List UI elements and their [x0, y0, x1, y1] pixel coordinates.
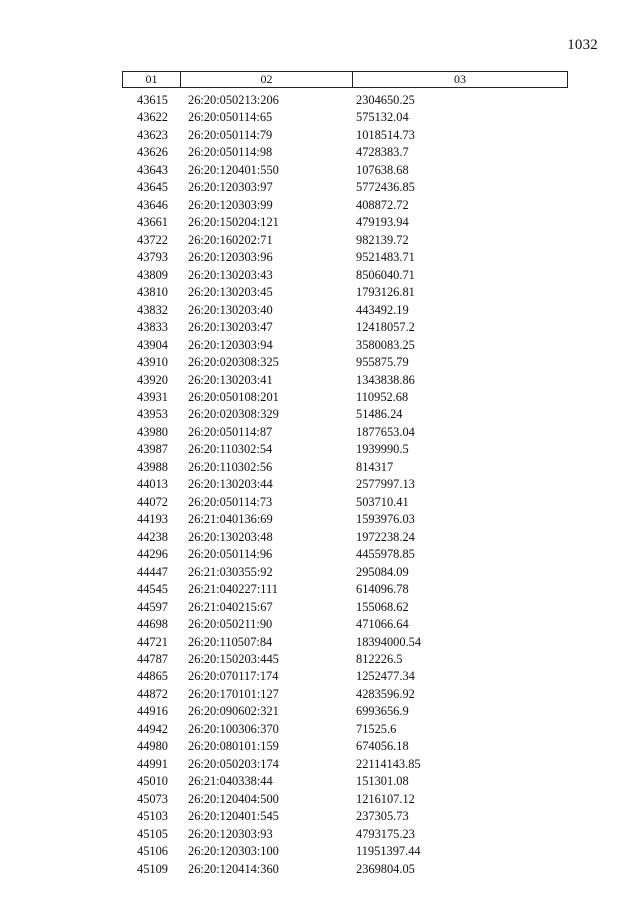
cadastral-number-cell: 26:20:050114:79 — [188, 127, 273, 142]
value-cell: 1593976.03 — [356, 512, 415, 527]
table-row — [122, 424, 568, 441]
row-number-cell: 44991 — [137, 756, 168, 771]
row-number-cell: 44238 — [137, 529, 168, 544]
row-number-cell: 45106 — [137, 844, 168, 859]
table-row — [122, 634, 568, 651]
cadastral-number-cell: 26:20:160202:71 — [188, 232, 273, 247]
cadastral-number-cell: 26:21:040338:44 — [188, 774, 273, 789]
row-number-cell: 43810 — [137, 285, 168, 300]
row-number-cell: 43987 — [137, 442, 168, 457]
value-cell: 674056.18 — [356, 739, 409, 754]
value-cell: 1018514.73 — [356, 127, 415, 142]
table-row — [122, 756, 568, 773]
table-row — [122, 721, 568, 738]
cadastral-number-cell: 26:20:120303:93 — [188, 826, 273, 841]
table-row — [122, 319, 568, 336]
table-row — [122, 529, 568, 546]
value-cell: 110952.68 — [356, 389, 409, 404]
cadastral-number-cell: 26:20:130203:45 — [188, 285, 273, 300]
value-cell: 12418057.2 — [356, 320, 415, 335]
row-number-cell: 43793 — [137, 250, 168, 265]
row-number-cell: 43809 — [137, 267, 168, 282]
table-row — [122, 738, 568, 755]
cadastral-number-cell: 26:21:040136:69 — [188, 512, 273, 527]
table-row — [122, 861, 568, 878]
table-row — [122, 494, 568, 511]
value-cell: 1877653.04 — [356, 424, 415, 439]
table-row — [122, 808, 568, 825]
cadastral-number-cell: 26:20:100306:370 — [188, 721, 279, 736]
cadastral-number-cell: 26:20:170101:127 — [188, 686, 279, 701]
table-row — [122, 651, 568, 668]
value-cell: 155068.62 — [356, 599, 409, 614]
cadastral-number-cell: 26:20:120303:100 — [188, 844, 279, 859]
cadastral-number-cell: 26:20:050203:174 — [188, 756, 279, 771]
value-cell: 4455978.85 — [356, 547, 415, 562]
value-cell: 6993656.9 — [356, 704, 409, 719]
value-cell: 503710.41 — [356, 494, 409, 509]
row-number-cell: 45010 — [137, 774, 168, 789]
cadastral-number-cell: 26:20:050114:65 — [188, 110, 273, 125]
cadastral-number-cell: 26:20:130203:43 — [188, 267, 273, 282]
row-number-cell: 43643 — [137, 162, 168, 177]
cadastral-number-cell: 26:20:110302:56 — [188, 459, 273, 474]
table-row — [122, 284, 568, 301]
value-cell: 814317 — [356, 459, 394, 474]
row-number-cell: 43722 — [137, 232, 168, 247]
row-number-cell: 44872 — [137, 686, 168, 701]
cadastral-number-cell: 26:20:020308:325 — [188, 355, 279, 370]
row-number-cell: 43661 — [137, 215, 168, 230]
cadastral-number-cell: 26:20:120401:550 — [188, 162, 279, 177]
value-cell: 955875.79 — [356, 355, 409, 370]
value-cell: 1252477.34 — [356, 669, 415, 684]
row-number-cell: 43645 — [137, 180, 168, 195]
table-row — [122, 267, 568, 284]
cadastral-number-cell: 26:20:150203:445 — [188, 652, 279, 666]
table-row — [122, 686, 568, 703]
value-cell: 22114143.85 — [356, 756, 421, 771]
cadastral-number-cell: 26:20:120303:96 — [188, 250, 273, 265]
value-cell: 1343838.86 — [356, 372, 415, 387]
cadastral-number-cell: 26:20:050114:87 — [188, 424, 273, 439]
row-number-cell: 44296 — [137, 547, 168, 562]
value-cell: 8506040.71 — [356, 267, 415, 282]
value-cell: 2369804.05 — [356, 861, 415, 876]
table-row — [122, 459, 568, 476]
table-row — [122, 337, 568, 354]
cadastral-number-cell: 26:20:050114:73 — [188, 494, 273, 509]
table-row — [122, 197, 568, 214]
table-header — [122, 71, 568, 88]
table-row — [122, 616, 568, 633]
value-cell: 3580083.25 — [356, 337, 415, 352]
table-row — [122, 791, 568, 808]
table-row — [122, 703, 568, 720]
cadastral-number-cell: 26:20:050211:90 — [188, 617, 273, 632]
table-row — [122, 109, 568, 126]
cadastral-number-cell: 26:21:030355:92 — [188, 564, 273, 579]
row-number-cell: 44698 — [137, 617, 168, 632]
row-number-cell: 45073 — [137, 791, 168, 806]
table-row — [122, 389, 568, 406]
row-number-cell: 45103 — [137, 809, 168, 824]
value-cell: 71525.6 — [356, 721, 397, 736]
value-cell: 4728383.7 — [356, 145, 409, 160]
table-row — [122, 441, 568, 458]
table-row — [122, 214, 568, 231]
table-row — [122, 249, 568, 266]
table-row — [122, 511, 568, 528]
table-row — [122, 179, 568, 196]
table-row — [122, 406, 568, 423]
value-cell: 4793175.23 — [356, 826, 415, 841]
cadastral-number-cell: 26:20:050114:98 — [188, 145, 273, 160]
cadastral-number-cell: 26:20:120303:94 — [188, 337, 273, 352]
table-row — [122, 162, 568, 179]
table-row — [122, 144, 568, 161]
row-number-cell: 43910 — [137, 355, 168, 370]
row-number-cell: 44942 — [137, 721, 168, 736]
value-cell: 295084.09 — [356, 564, 409, 579]
cadastral-number-cell: 26:20:070117:174 — [188, 669, 279, 684]
table-row — [122, 546, 568, 563]
value-cell: 614096.78 — [356, 582, 409, 597]
cadastral-number-cell: 26:20:150204:121 — [188, 215, 279, 230]
value-cell: 11951397.44 — [356, 844, 421, 859]
column-header-01: 01 — [123, 72, 181, 87]
table-row — [122, 302, 568, 319]
value-cell: 4283596.92 — [356, 686, 415, 701]
value-cell: 237305.73 — [356, 809, 409, 824]
row-number-cell: 44721 — [137, 634, 168, 649]
value-cell: 51486.24 — [356, 407, 403, 422]
row-number-cell: 44072 — [137, 494, 168, 509]
cadastral-number-cell: 26:20:130203:41 — [188, 372, 273, 387]
row-number-cell: 43623 — [137, 127, 168, 142]
row-number-cell: 44787 — [137, 652, 168, 666]
row-number-cell: 43931 — [137, 389, 168, 404]
value-cell: 18394000.54 — [356, 634, 422, 649]
value-cell: 575132.04 — [356, 110, 409, 125]
cadastral-number-cell: 26:20:050108:201 — [188, 389, 279, 404]
cadastral-number-cell: 26:20:020308:329 — [188, 407, 279, 422]
row-number-cell: 44447 — [137, 564, 168, 579]
value-cell: 1972238.24 — [356, 529, 415, 544]
table-row — [122, 668, 568, 685]
value-cell: 443492.19 — [356, 302, 409, 317]
table-row — [122, 354, 568, 371]
row-number-cell: 44545 — [137, 582, 168, 597]
cadastral-number-cell: 26:20:120401:545 — [188, 809, 279, 824]
table-row — [122, 92, 568, 109]
value-cell: 408872.72 — [356, 197, 409, 212]
table-row — [122, 843, 568, 860]
cadastral-number-cell: 26:20:050114:96 — [188, 547, 273, 562]
cadastral-number-cell: 26:20:120414:360 — [188, 861, 279, 876]
cadastral-number-cell: 26:20:120303:97 — [188, 180, 273, 195]
row-number-cell: 44193 — [137, 512, 168, 527]
cadastral-number-cell: 26:20:090602:321 — [188, 704, 279, 719]
value-cell: 2577997.13 — [356, 477, 415, 492]
cadastral-number-cell: 26:21:040227:111 — [188, 582, 278, 597]
row-number-cell: 43988 — [137, 459, 168, 474]
value-cell: 1939990.5 — [356, 442, 409, 457]
row-number-cell: 43626 — [137, 145, 168, 160]
column-header-02: 02 — [181, 72, 353, 87]
value-cell: 812226.5 — [356, 652, 403, 666]
value-cell: 107638.68 — [356, 162, 409, 177]
cadastral-number-cell: 26:21:040215:67 — [188, 599, 273, 614]
table-row — [122, 372, 568, 389]
value-cell: 1216107.12 — [356, 791, 415, 806]
row-number-cell: 43615 — [137, 93, 168, 107]
row-number-cell: 44013 — [137, 477, 168, 492]
value-cell: 2304650.25 — [356, 93, 415, 107]
table-row — [122, 581, 568, 598]
row-number-cell: 43833 — [137, 320, 168, 335]
value-cell: 1793126.81 — [356, 285, 415, 300]
cadastral-number-cell: 26:20:110302:54 — [188, 442, 273, 457]
row-number-cell: 45109 — [137, 861, 168, 876]
table-row — [122, 826, 568, 843]
cadastral-number-cell: 26:20:130203:44 — [188, 477, 273, 492]
row-number-cell: 45105 — [137, 826, 168, 841]
row-number-cell: 43646 — [137, 197, 168, 212]
value-cell: 151301.08 — [356, 774, 409, 789]
table-row — [122, 127, 568, 144]
row-number-cell: 44980 — [137, 739, 168, 754]
value-cell: 982139.72 — [356, 232, 409, 247]
row-number-cell: 43920 — [137, 372, 168, 387]
table-row — [122, 476, 568, 493]
cadastral-number-cell: 26:20:120404:500 — [188, 791, 279, 806]
table-row — [122, 232, 568, 249]
row-number-cell: 44865 — [137, 669, 168, 684]
column-header-03: 03 — [454, 72, 466, 86]
cadastral-number-cell: 26:20:080101:159 — [188, 739, 279, 754]
table-row — [122, 599, 568, 616]
row-number-cell: 44916 — [137, 704, 168, 719]
page-number: 1032 — [567, 37, 598, 53]
row-number-cell: 43622 — [137, 110, 168, 125]
cadastral-number-cell: 26:20:130203:47 — [188, 320, 273, 335]
row-number-cell: 43953 — [137, 407, 168, 422]
value-cell: 471066.64 — [356, 617, 409, 632]
value-cell: 5772436.85 — [356, 180, 415, 195]
cadastral-number-cell: 26:20:120303:99 — [188, 197, 273, 212]
row-number-cell: 43832 — [137, 302, 168, 317]
row-number-cell: 43904 — [137, 337, 168, 352]
row-number-cell: 44597 — [137, 599, 168, 614]
cadastral-number-cell: 26:20:130203:40 — [188, 302, 273, 317]
value-cell: 9521483.71 — [356, 250, 415, 265]
cadastral-number-cell: 26:20:130203:48 — [188, 529, 273, 544]
value-cell: 479193.94 — [356, 215, 409, 230]
table-row — [122, 564, 568, 581]
cadastral-number-cell: 26:20:110507:84 — [188, 634, 273, 649]
table-body — [122, 92, 568, 878]
table-row — [122, 773, 568, 790]
row-number-cell: 43980 — [137, 424, 168, 439]
cadastral-number-cell: 26:20:050213:206 — [188, 93, 279, 107]
